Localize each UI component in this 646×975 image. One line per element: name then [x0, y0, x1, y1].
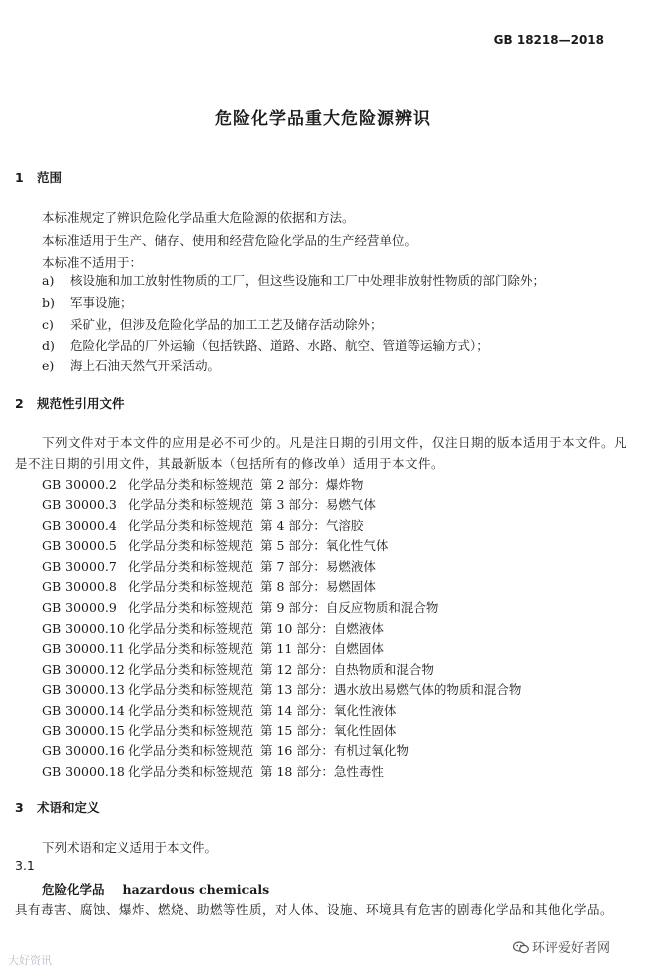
list-marker: b): [42, 295, 55, 310]
watermark-text: 环评爱好者网: [532, 941, 611, 956]
reference-part: 第 18 部分：急性毒性: [260, 764, 384, 779]
reference-part: 第 13 部分：遇水放出易燃气体的物质和混合物: [260, 682, 522, 697]
reference-part: 第 7 部分：易燃液体: [260, 559, 376, 574]
reference-row: [42, 516, 363, 534]
intro-paragraph: 下列文件对于本文件的应用是必不可少的。凡是注日期的引用文件，仅注日期的版本适用于本文件。凡是不注日期的引用文件，其最新版本（包括所有的修改单）适用于本文件。: [15, 435, 628, 471]
list-marker: a): [42, 273, 55, 288]
reference-part: 第 14 部分：氧化性液体: [260, 703, 397, 718]
reference-row: [42, 557, 376, 575]
list-marker: c): [42, 317, 54, 332]
reference-part: 第 2 部分：爆炸物: [260, 477, 364, 492]
reference-row: [42, 701, 396, 719]
reference-code: GB 30000.2: [42, 477, 117, 492]
list-item: [42, 271, 545, 289]
list-text: 军事设施；: [70, 295, 133, 310]
term-line: [42, 880, 269, 898]
watermark-left: 大好资讯: [8, 954, 52, 967]
section-2-heading: [15, 394, 125, 412]
reference-code: GB 30000.4: [42, 518, 117, 533]
reference-row: [42, 721, 396, 739]
reference-name: 化学品分类和标签规范: [128, 518, 254, 533]
list-text: 危险化学品的厂外运输（包括铁路、道路、水路、航空、管道等运输方式）；: [70, 338, 489, 353]
reference-name: 化学品分类和标签规范: [128, 682, 254, 697]
reference-code: GB 30000.12: [42, 662, 125, 677]
reference-name: 化学品分类和标签规范: [128, 621, 254, 636]
reference-code: GB 30000.8: [42, 579, 117, 594]
clause-number: 3.1: [15, 858, 35, 873]
section-title: 范围: [37, 170, 63, 185]
section-title: 规范性引用文件: [37, 396, 125, 411]
list-text: 海上石油天然气开采活动。: [70, 358, 221, 373]
reference-name: 化学品分类和标签规范: [128, 559, 254, 574]
list-text: 核设施和加工放射性物质的工厂，但这些设施和工厂中处理非放射性物质的部门除外；: [70, 273, 546, 288]
reference-code: GB 30000.14: [42, 703, 125, 718]
reference-row: [42, 598, 438, 616]
section-number: 3: [15, 800, 24, 815]
reference-code: GB 30000.18: [42, 764, 125, 779]
wechat-icon: [513, 941, 529, 954]
reference-name: 化学品分类和标签规范: [128, 477, 254, 492]
reference-row: [42, 762, 384, 780]
section-title: 术语和定义: [37, 800, 100, 815]
reference-row: [42, 475, 363, 493]
reference-name: 化学品分类和标签规范: [128, 538, 254, 553]
reference-name: 化学品分类和标签规范: [128, 703, 254, 718]
list-item: [42, 356, 220, 374]
reference-name: 化学品分类和标签规范: [128, 579, 254, 594]
reference-name: 化学品分类和标签规范: [128, 600, 254, 615]
reference-code: GB 30000.3: [42, 497, 117, 512]
reference-part: 第 16 部分：有机过氧化物: [260, 743, 409, 758]
reference-row: [42, 639, 384, 657]
paragraph: 本标准适用于生产、储存、使用和经营危险化学品的生产经营单位。: [42, 233, 418, 248]
reference-part: 第 8 部分：易燃固体: [260, 579, 376, 594]
section-number: 2: [15, 396, 24, 411]
reference-part: 第 15 部分：氧化性固体: [260, 723, 397, 738]
reference-row: [42, 741, 409, 759]
reference-code: GB 30000.5: [42, 538, 117, 553]
definition-text: 具有毒害、腐蚀、爆炸、燃烧、助燃等性质，对人体、设施、环境具有危害的剧毒化学品和其他化学品。: [15, 902, 614, 917]
reference-code: GB 30000.9: [42, 600, 117, 615]
reference-code: GB 30000.16: [42, 743, 125, 758]
reference-part: 第 4 部分：气溶胶: [260, 518, 364, 533]
list-marker: d): [42, 338, 55, 353]
list-item: [42, 336, 489, 354]
reference-row: [42, 495, 376, 513]
reference-part: 第 9 部分：自反应物质和混合物: [260, 600, 439, 615]
list-item: [42, 315, 383, 333]
list-item: [42, 293, 133, 311]
document-title: 危险化学品重大危险源辨识: [215, 109, 431, 129]
reference-name: 化学品分类和标签规范: [128, 743, 254, 758]
section-number: 1: [15, 170, 24, 185]
reference-name: 化学品分类和标签规范: [128, 723, 254, 738]
reference-row: [42, 619, 384, 637]
reference-code: GB 30000.11: [42, 641, 125, 656]
reference-part: 第 10 部分：自燃液体: [260, 621, 384, 636]
reference-row: [42, 577, 376, 595]
term-english: hazardous chemicals: [122, 882, 270, 897]
reference-part: 第 11 部分：自燃固体: [260, 641, 384, 656]
reference-name: 化学品分类和标签规范: [128, 497, 254, 512]
reference-name: 化学品分类和标签规范: [128, 764, 254, 779]
list-marker: e): [42, 358, 55, 373]
reference-part: 第 3 部分：易燃气体: [260, 497, 376, 512]
reference-part: 第 5 部分：氧化性气体: [260, 538, 389, 553]
term-chinese: 危险化学品: [42, 882, 105, 897]
watermark: [513, 937, 610, 956]
reference-row: [42, 660, 434, 678]
reference-code: GB 30000.10: [42, 621, 125, 636]
reference-name: 化学品分类和标签规范: [128, 662, 254, 677]
section-1-heading: [15, 168, 62, 186]
reference-name: 化学品分类和标签规范: [128, 641, 254, 656]
reference-part: 第 12 部分：自热物质和混合物: [260, 662, 434, 677]
list-text: 采矿业，但涉及危险化学品的加工工艺及储存活动除外；: [70, 317, 383, 332]
reference-code: GB 30000.13: [42, 682, 125, 697]
paragraph: 下列术语和定义适用于本文件。: [42, 840, 218, 855]
paragraph: 本标准不适用于：: [42, 255, 143, 270]
reference-row: [42, 680, 521, 698]
reference-code: GB 30000.7: [42, 559, 117, 574]
section-3-heading: [15, 798, 100, 816]
standard-code: GB 18218—2018: [493, 33, 604, 47]
reference-code: GB 30000.15: [42, 723, 125, 738]
paragraph: 本标准规定了辨识危险化学品重大危险源的依据和方法。: [42, 210, 355, 225]
reference-row: [42, 536, 388, 554]
